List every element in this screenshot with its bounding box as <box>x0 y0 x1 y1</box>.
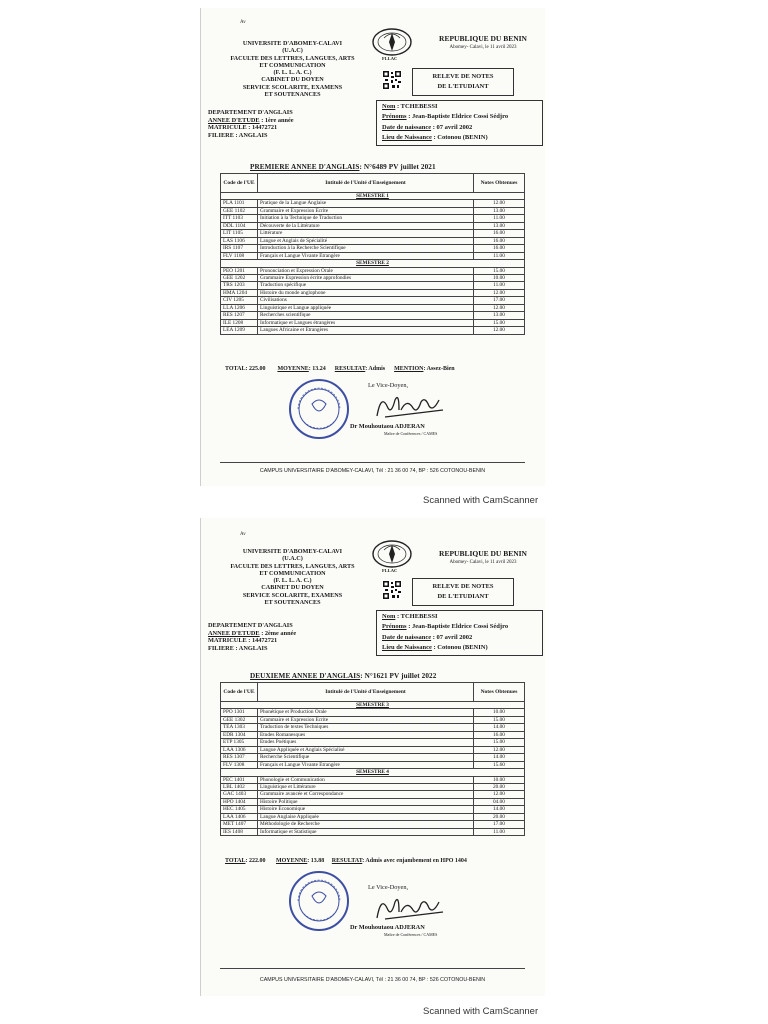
ue-code: RES 1307 <box>221 754 258 761</box>
ue-note: 16.00 <box>474 230 525 237</box>
seal-label: FLLAC <box>382 568 398 573</box>
table-row <box>221 200 525 207</box>
table-row <box>221 207 525 214</box>
footer-address: CAMPUS UNIVERSITAIRE D'ABOMEY-CALAVI, Tél : 21 36 00 74, BP : 526 COTONOU-BENIN <box>259 977 486 983</box>
ue-code: FLV 1308 <box>221 761 258 768</box>
ue-code: GEE 1202 <box>221 274 258 281</box>
ue-code: LEA 1209 <box>221 327 258 334</box>
table-row <box>221 319 525 326</box>
ue-code: GEE 1102 <box>221 207 258 214</box>
year-title <box>250 672 436 680</box>
ue-code: EDR 1304 <box>221 731 258 738</box>
table-row <box>221 798 525 805</box>
republic-title: REPUBLIQUE DU BENIN <box>439 549 527 558</box>
semester-label: SEMESTRE 2 <box>221 260 525 267</box>
department-block <box>208 622 296 652</box>
semester-row <box>221 193 525 200</box>
table-row <box>221 828 525 835</box>
university-line: FACULTE DES LETTRES, LANGUES, ARTS <box>230 54 355 62</box>
releve-line: DE L'ETUDIANT <box>437 593 489 600</box>
ue-title: Prononciation et Expression Orale <box>258 267 474 274</box>
ue-title: Découverte de la Littérature <box>258 222 474 229</box>
table-row <box>221 776 525 783</box>
official-stamp <box>288 378 350 440</box>
ue-note: 17.00 <box>474 297 525 304</box>
corner-mark: Av <box>240 532 246 537</box>
matricule-value: : 14472721 <box>248 124 278 131</box>
footer-rule <box>220 462 525 463</box>
ue-note: 15.60 <box>474 761 525 768</box>
ue-title: Histoire Politique <box>258 798 474 805</box>
student-identity-box <box>376 100 543 146</box>
ue-title: Traduction spécifique <box>258 282 474 289</box>
moyenne-label: MOYENNE <box>275 858 308 864</box>
table-row <box>221 215 525 222</box>
university-line: CABINET DU DOYEN <box>261 76 324 84</box>
ue-code: ETP 1305 <box>221 739 258 746</box>
table-row <box>221 237 525 244</box>
releve-line: RELEVE DE NOTES <box>432 73 494 80</box>
table-row <box>221 312 525 319</box>
ue-code: LIT 1105 <box>221 230 258 237</box>
filiere-label: FILIERE <box>208 644 234 652</box>
col-note-header: Notes Obtenues <box>474 683 525 702</box>
university-line: (U.A.C) <box>282 555 303 563</box>
ue-title: Etudes Romanesques <box>258 731 474 738</box>
releve-box <box>412 578 514 606</box>
prenoms-value: : Jean-Baptiste Eldrice Cossi Sédjro <box>408 623 509 631</box>
ue-title: Etudes Poétiques <box>258 739 474 746</box>
table-row <box>221 791 525 798</box>
ue-title: Initiation à la Technique de Traduction <box>258 215 474 222</box>
ue-code: HPO 1404 <box>221 798 258 805</box>
ue-note: 12.00 <box>474 746 525 753</box>
ue-title: Phonétique et Production Orale <box>258 709 474 716</box>
birthplace-value: : Cotonou (BENIN) <box>433 644 488 652</box>
col-code-header: Code de l'UE <box>221 174 258 193</box>
ue-title: Linguistique et Langue appliquée <box>258 304 474 311</box>
ue-note: 20.00 <box>474 783 525 790</box>
ue-note: 14.00 <box>474 754 525 761</box>
transcript-page-1 <box>200 8 545 486</box>
total-label: TOTAL <box>225 366 246 372</box>
semester-row <box>221 769 525 776</box>
ue-code: ITT 1103 <box>221 215 258 222</box>
university-line: ET COMMUNICATION <box>259 61 326 69</box>
table-row <box>221 297 525 304</box>
ue-note: 13.00 <box>474 207 525 214</box>
ue-note: 12.00 <box>474 304 525 311</box>
ue-code: RES 1207 <box>221 312 258 319</box>
ue-note: 13.00 <box>474 312 525 319</box>
ue-note: 15.00 <box>474 716 525 723</box>
matricule-label: MATRICULE <box>208 637 247 644</box>
ue-code: ILE 1208 <box>221 319 258 326</box>
table-row <box>221 806 525 813</box>
ue-code: GEE 1302 <box>221 716 258 723</box>
ue-title: Littérature <box>258 230 474 237</box>
signer-name: Dr Mouhoutaou ADJERAN <box>350 924 425 931</box>
ue-code: FLV 1108 <box>221 252 258 259</box>
table-row <box>221 739 525 746</box>
footer-rule <box>220 968 525 969</box>
ue-code: PLA 1101 <box>221 200 258 207</box>
table-row <box>221 327 525 334</box>
camscanner-watermark: Scanned with CamScanner <box>423 495 539 506</box>
table-row <box>221 267 525 274</box>
ue-title: Recherches scientifique <box>258 312 474 319</box>
university-line: SERVICE SCOLARITE, EXAMENS <box>242 591 343 599</box>
ue-note: 17.00 <box>474 821 525 828</box>
university-line: ET SOUTENANCES <box>264 599 321 607</box>
table-row <box>221 754 525 761</box>
ue-title: Grammaire et Expression Ecrite <box>258 207 474 214</box>
ue-title: Traduction de textes Techniques <box>258 724 474 731</box>
year-label: DEUXIEME ANNEE D'ANGLAIS <box>250 672 361 680</box>
signer-subtitle: Maître de Conférences / CAMES <box>384 932 438 937</box>
university-line: UNIVERSITE D'ABOMEY-CALAVI <box>242 548 343 555</box>
table-row <box>221 222 525 229</box>
ue-code: PEC 1401 <box>221 776 258 783</box>
ue-title: Recherche Scientifique <box>258 754 474 761</box>
ue-note: 11.00 <box>474 828 525 835</box>
ue-code: IES 1408 <box>221 828 258 835</box>
col-code-header: Code de l'UE <box>221 683 258 702</box>
birthplace-label: Lieu de Naissance <box>382 134 432 142</box>
table-row <box>221 709 525 716</box>
table-row <box>221 783 525 790</box>
ue-title: Grammaire Expression écrite approfondies <box>258 274 474 281</box>
table-row <box>221 746 525 753</box>
corner-mark: Av <box>240 20 246 25</box>
ue-code: PEO 1201 <box>221 267 258 274</box>
ue-code: GAC 1403 <box>221 791 258 798</box>
resultat-label: RESULTAT <box>331 858 363 864</box>
table-row <box>221 282 525 289</box>
col-title-header: Intitulé de l'Unité d'Enseignement <box>258 174 474 193</box>
table-row <box>221 724 525 731</box>
total-label: TOTAL <box>225 858 246 864</box>
nom-label: Nom <box>382 613 396 620</box>
camscanner-watermark: Scanned with CamScanner <box>423 1006 539 1017</box>
ue-note: 12.00 <box>474 289 525 296</box>
ue-title: Langues Africaine et Etrangères <box>258 327 474 334</box>
grades-body <box>221 193 525 335</box>
ue-title: Introduction à la Recherche Scientifique <box>258 245 474 252</box>
ue-code: CIV 1205 <box>221 297 258 304</box>
birthdate-value: : 07 avril 2002 <box>432 633 473 641</box>
university-header <box>210 40 375 98</box>
ue-note: 12.00 <box>474 327 525 334</box>
ue-note: 20.00 <box>474 813 525 820</box>
department-name: DEPARTEMENT D'ANGLAIS <box>208 622 293 629</box>
ue-title: Français et Langue Vivante Etrangère <box>258 252 474 259</box>
resultat-value: : Admis <box>365 366 386 372</box>
resultat-value: : Admis avec enjambement en HPO 1404 <box>362 858 467 864</box>
signer-title: Le Vice-Doyen, <box>368 382 409 389</box>
republic-title: REPUBLIQUE DU BENIN <box>439 34 527 43</box>
ue-code: TRS 1203 <box>221 282 258 289</box>
ue-note: 15.00 <box>474 319 525 326</box>
matricule-label: MATRICULE <box>208 124 247 131</box>
ue-code: MET 1407 <box>221 821 258 828</box>
department-block <box>208 109 294 139</box>
university-header <box>210 548 375 606</box>
birthdate-label: Date de naissance <box>382 633 432 641</box>
total-value: : 225.00 <box>245 366 266 372</box>
qr-code-icon <box>382 70 402 90</box>
releve-box <box>412 68 514 96</box>
nom-value: : TCHEBESSI <box>396 613 438 620</box>
ue-title: Informatique et Langues étrangères <box>258 319 474 326</box>
mention-label: MENTION <box>394 366 424 372</box>
col-note-header: Notes Obtenues <box>474 174 525 193</box>
ue-note: 11.00 <box>474 215 525 222</box>
ue-note: 11.00 <box>474 252 525 259</box>
table-row <box>221 304 525 311</box>
university-line: ET COMMUNICATION <box>259 569 326 577</box>
signer-title: Le Vice-Doyen, <box>368 884 409 891</box>
annee-label: ANNEE D'ETUDE <box>208 629 260 637</box>
ue-code: IRS 1107 <box>221 245 258 252</box>
totals-line <box>225 858 467 864</box>
releve-line: RELEVE DE NOTES <box>432 583 494 590</box>
ue-title: Histoire du monde anglophone <box>258 289 474 296</box>
nom-value: : TCHEBESSI <box>396 103 438 110</box>
university-line: (F. L. L. A. C.) <box>273 69 312 77</box>
ue-note: 10.00 <box>474 776 525 783</box>
matricule-value: : 14472721 <box>248 637 278 644</box>
ue-note: 14.00 <box>474 724 525 731</box>
ue-title: Linguistique et Littérature <box>258 783 474 790</box>
ue-note: 11.00 <box>474 282 525 289</box>
table-row <box>221 813 525 820</box>
filiere-value: : ANGLAIS <box>235 644 268 652</box>
ue-code: DDL 1104 <box>221 222 258 229</box>
signer-name: Dr Mouhoutaou ADJERAN <box>350 423 425 430</box>
ue-note: 10.00 <box>474 709 525 716</box>
ue-note: 16.00 <box>474 731 525 738</box>
ue-code: LAA 1406 <box>221 813 258 820</box>
birthplace-label: Lieu de Naissance <box>382 644 432 652</box>
ue-note: 12.00 <box>474 200 525 207</box>
university-line: SERVICE SCOLARITE, EXAMENS <box>242 83 343 91</box>
ue-note: 13.00 <box>474 222 525 229</box>
prenoms-label: Prénoms <box>382 623 407 631</box>
resultat-label: RESULTAT <box>334 366 366 372</box>
pv-number: : N°6489 PV juillet 2021 <box>359 163 436 171</box>
place-date: Abomey- Calavi, le 11 avril 2023 <box>449 45 517 50</box>
table-row <box>221 821 525 828</box>
table-row <box>221 230 525 237</box>
seal-label: FLLAC <box>382 56 398 61</box>
ue-code: LBL 1402 <box>221 783 258 790</box>
page-edge <box>200 518 201 996</box>
handwritten-signature <box>355 386 455 426</box>
ue-note: 14.00 <box>474 806 525 813</box>
handwritten-signature <box>355 888 455 928</box>
ue-title: Phonologie et Communication <box>258 776 474 783</box>
annee-value: : 1ère année <box>261 116 294 124</box>
semester-label: SEMESTRE 4 <box>221 769 525 776</box>
university-line: (U.A.C) <box>282 47 303 55</box>
prenoms-label: Prénoms <box>382 113 407 121</box>
ue-note: 10.00 <box>474 274 525 281</box>
grades-table <box>220 682 525 836</box>
university-line: CABINET DU DOYEN <box>261 584 324 592</box>
table-row <box>221 245 525 252</box>
ue-note: 16.00 <box>474 245 525 252</box>
ue-note: 12.00 <box>474 791 525 798</box>
year-label: PREMIERE ANNEE D'ANGLAIS <box>250 163 360 171</box>
prenoms-value: : Jean-Baptiste Eldrice Cossi Sédjro <box>408 113 509 121</box>
place-date: Abomey- Calavi, le 11 avril 2023 <box>449 560 517 565</box>
semester-label: SEMESTRE 1 <box>221 193 525 200</box>
university-line: ET SOUTENANCES <box>264 91 321 99</box>
moyenne-value: : 13.88 <box>307 858 325 864</box>
university-line: FACULTE DES LETTRES, LANGUES, ARTS <box>230 562 355 570</box>
ue-title: Grammaire avancée et Correspondance <box>258 791 474 798</box>
releve-line: DE L'ETUDIANT <box>437 83 489 90</box>
ue-title: Méthodologie de Recherche <box>258 821 474 828</box>
page-edge <box>200 8 201 486</box>
university-line: UNIVERSITE D'ABOMEY-CALAVI <box>242 40 343 47</box>
ue-title: Langue et Anglais de Spécialité <box>258 237 474 244</box>
totals-line <box>225 366 455 372</box>
transcript-page-2 <box>200 518 545 996</box>
university-line: (F. L. L. A. C.) <box>273 577 312 585</box>
nom-label: Nom <box>382 103 396 110</box>
table-row <box>221 716 525 723</box>
mention-value: : Assez-Bien <box>423 366 455 372</box>
grades-table <box>220 173 525 335</box>
table-row <box>221 289 525 296</box>
semester-label: SEMESTRE 3 <box>221 702 525 709</box>
table-row <box>221 731 525 738</box>
footer-address: CAMPUS UNIVERSITAIRE D'ABOMEY-CALAVI, Tél : 21 36 00 74, BP : 526 COTONOU-BENIN <box>259 468 486 474</box>
ue-code: TEA 1303 <box>221 724 258 731</box>
ue-code: HMA 1204 <box>221 289 258 296</box>
filiere-value: : ANGLAIS <box>235 131 268 139</box>
ue-title: Langue Appliquée et Anglais Spécialisé <box>258 746 474 753</box>
ue-title: Histoire Economique <box>258 806 474 813</box>
col-title-header: Intitulé de l'Unité d'Enseignement <box>258 683 474 702</box>
annee-value: : 2ème année <box>261 629 297 637</box>
ue-title: Grammaire et Expression Ecrite <box>258 716 474 723</box>
student-identity-box <box>376 610 543 656</box>
ue-title: Français et Langue Vivante Etrangère <box>258 761 474 768</box>
ue-code: HEC 1405 <box>221 806 258 813</box>
ue-title: Langue Anglaise Appliquée <box>258 813 474 820</box>
semester-row <box>221 702 525 709</box>
year-title <box>250 163 436 171</box>
ue-note: 15.00 <box>474 739 525 746</box>
ue-title: Civilisations <box>258 297 474 304</box>
qr-code-icon <box>382 580 402 600</box>
grades-body <box>221 702 525 836</box>
ue-note: 16.00 <box>474 237 525 244</box>
table-row <box>221 274 525 281</box>
ue-code: LAS 1106 <box>221 237 258 244</box>
ue-title: Informatique et Statistique <box>258 828 474 835</box>
birthdate-label: Date de naissance <box>382 123 432 131</box>
signer-subtitle: Maître de Conférences / CAMES <box>384 431 438 436</box>
ue-code: LAA 1306 <box>221 746 258 753</box>
birthdate-value: : 07 avril 2002 <box>432 123 473 131</box>
ue-note: 15.00 <box>474 267 525 274</box>
ue-code: LLA 1206 <box>221 304 258 311</box>
ue-code: PPO 1301 <box>221 709 258 716</box>
total-value: : 222.00 <box>245 858 266 864</box>
moyenne-label: MOYENNE <box>277 366 309 372</box>
birthplace-value: : Cotonou (BENIN) <box>433 134 488 142</box>
ue-title: Pratique de la Langue Anglaise <box>258 200 474 207</box>
official-stamp <box>288 870 350 932</box>
table-row <box>221 252 525 259</box>
semester-row <box>221 260 525 267</box>
filiere-label: FILIERE <box>208 131 234 139</box>
ue-note: 04.00 <box>474 798 525 805</box>
moyenne-value: : 13.24 <box>308 366 326 372</box>
department-name: DEPARTEMENT D'ANGLAIS <box>208 109 293 116</box>
annee-label: ANNEE D'ETUDE <box>208 116 260 124</box>
pv-number: : N°1621 PV juillet 2022 <box>360 672 437 680</box>
table-row <box>221 761 525 768</box>
